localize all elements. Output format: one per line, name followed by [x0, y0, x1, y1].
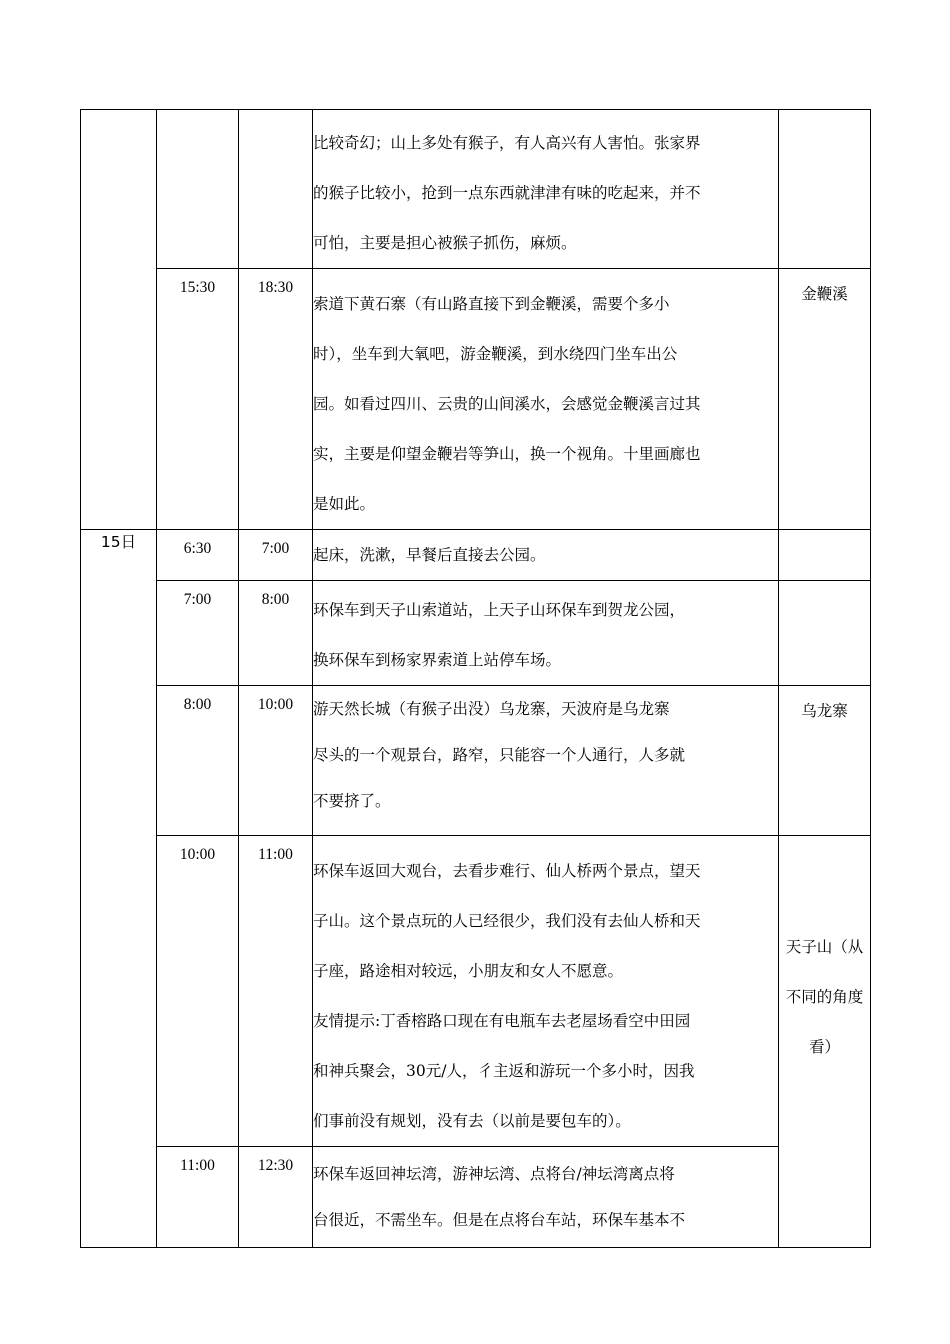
table-row — [81, 110, 871, 269]
table-row — [81, 686, 871, 836]
start-time: 8:00 — [157, 686, 239, 836]
end-time: 10:00 — [239, 686, 313, 836]
day-cell-previous — [81, 110, 157, 530]
start-time: 7:00 — [157, 581, 239, 686]
attraction-name: 天子山（从不同的角度看） — [779, 836, 871, 1248]
start-time: 6:30 — [157, 530, 239, 581]
start-time: 10:00 — [157, 836, 239, 1147]
start-time: 11:00 — [157, 1147, 239, 1248]
end-time: 11:00 — [239, 836, 313, 1147]
end-time: 8:00 — [239, 581, 313, 686]
activity-description: 起床，洗漱，早餐后直接去公园。 — [313, 530, 779, 581]
end-time — [239, 110, 313, 269]
attraction-name — [779, 110, 871, 269]
end-time: 7:00 — [239, 530, 313, 581]
end-time: 12:30 — [239, 1147, 313, 1248]
table-row — [81, 836, 871, 1147]
attraction-name: 乌龙寨 — [779, 686, 871, 836]
attraction-name — [779, 581, 871, 686]
activity-description: 环保车返回神坛湾，游神坛湾、点将台/神坛湾离点将 台很近，不需坐车。但是在点将台车站，环保车基本不 — [313, 1147, 779, 1248]
itinerary-table — [80, 109, 871, 1248]
activity-description: 比较奇幻；山上多处有猴子，有人高兴有人害怕。张家界 的猴子比较小，抢到一点东西就津津有味的吃起来，并不 可怕，主要是担心被猴子抓伤，麻烦。 — [313, 110, 779, 269]
table-row — [81, 581, 871, 686]
end-time: 18:30 — [239, 269, 313, 530]
start-time: 15:30 — [157, 269, 239, 530]
table-row — [81, 1147, 871, 1248]
activity-description: 环保车到天子山索道站，上天子山环保车到贺龙公园， 换环保车到杨家界索道上站停车场。 — [313, 581, 779, 686]
start-time — [157, 110, 239, 269]
table-row — [81, 269, 871, 530]
attraction-name: 金鞭溪 — [779, 269, 871, 530]
activity-description: 索道下黄石寨（有山路直接下到金鞭溪，需要个多小 时），坐车到大氧吧，游金鞭溪，到水绕四门坐车出公 园。如看过四川、云贵的山间溪水，会感觉金鞭溪言过其 实，主要是仰望金鞭岩等笋山，换一个视角。十里画廊也 是如此。 — [313, 269, 779, 530]
day-label: 15日 — [81, 530, 157, 1248]
attraction-name — [779, 530, 871, 581]
activity-description: 游天然长城（有猴子出没）乌龙寨，天波府是乌龙寨 尽头的一个观景台，路窄，只能容一个人通行，人多就 不要挤了。 — [313, 686, 779, 836]
activity-description: 环保车返回大观台，去看步难行、仙人桥两个景点，望天 子山。这个景点玩的人已经很少，我们没有去仙人桥和天 子座，路途相对较远，小朋友和女人不愿意。 友情提示:丁香榕路口现在有电瓶车去老屋场看空中田园 和神兵聚会，30元/人，彳主返和游玩一个多小时，因我 们事前没有规划，没有去（以前是要包车的）。 — [313, 836, 779, 1147]
table-row — [81, 530, 871, 581]
